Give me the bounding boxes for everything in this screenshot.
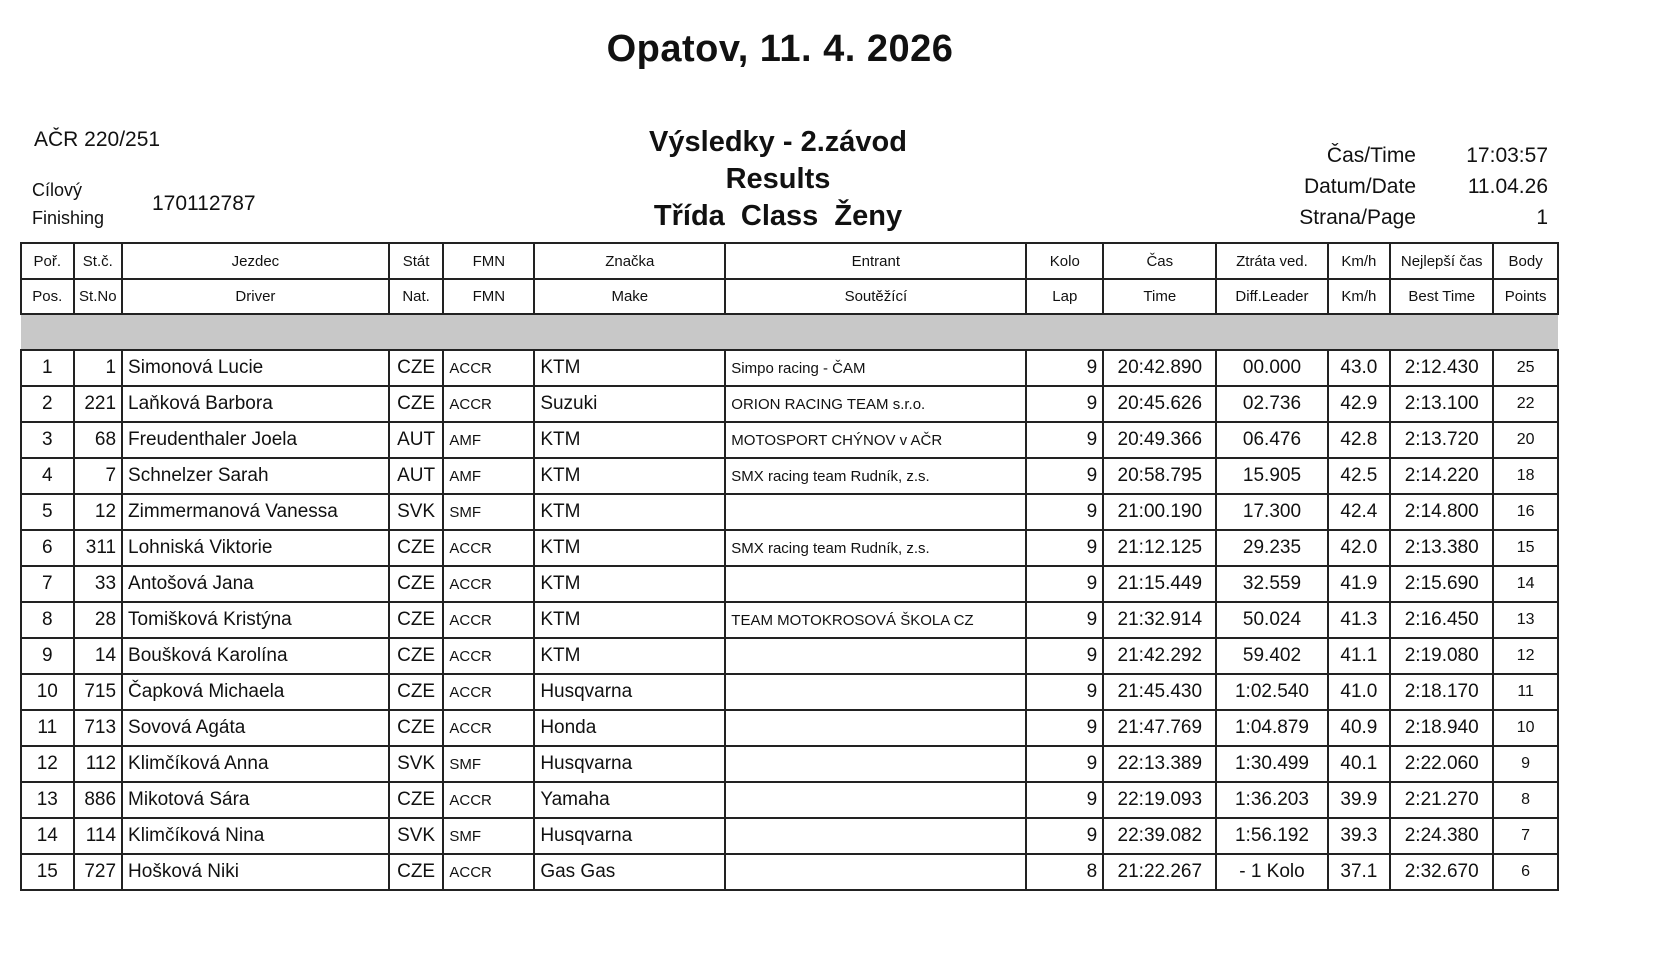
cell-entrant	[725, 854, 1026, 890]
table-row	[21, 674, 1558, 710]
cell-fmn: ACCR	[443, 782, 534, 818]
cell-time: 20:58.795	[1103, 458, 1216, 494]
cell-lap: 9	[1026, 566, 1103, 602]
cell-points: 7	[1493, 818, 1558, 854]
cell-kmh: 39.3	[1328, 818, 1391, 854]
cell-start-no: 112	[74, 746, 123, 782]
header-separator-band	[21, 314, 1558, 350]
table-row	[21, 422, 1558, 458]
cell-time: 21:12.125	[1103, 530, 1216, 566]
license-ref	[34, 128, 160, 152]
cell-entrant: ORION RACING TEAM s.r.o.	[725, 386, 1026, 422]
cell-fmn: ACCR	[443, 710, 534, 746]
col-time-en: Time	[1103, 279, 1216, 314]
cell-kmh: 39.9	[1328, 782, 1391, 818]
cell-entrant: SMX racing team Rudník, z.s.	[725, 458, 1026, 494]
cell-lap: 9	[1026, 422, 1103, 458]
cell-lap: 9	[1026, 386, 1103, 422]
cell-pos: 15	[21, 854, 74, 890]
results-heading	[578, 124, 978, 235]
cell-nat: CZE	[389, 350, 444, 386]
cell-entrant	[725, 494, 1026, 530]
cell-make: KTM	[534, 458, 725, 494]
cell-fmn: AMF	[443, 458, 534, 494]
cell-time: 21:22.267	[1103, 854, 1216, 890]
results-body	[21, 350, 1558, 890]
finish-number: 170112787	[152, 192, 256, 215]
cell-time: 22:13.389	[1103, 746, 1216, 782]
col-make-cs: Značka	[534, 243, 725, 279]
cell-lap: 9	[1026, 674, 1103, 710]
cell-time: 20:45.626	[1103, 386, 1216, 422]
table-row	[21, 854, 1558, 890]
cell-nat: CZE	[389, 566, 444, 602]
cell-lap: 9	[1026, 602, 1103, 638]
cell-driver: Boušková Karolína	[122, 638, 389, 674]
cell-pos: 4	[21, 458, 74, 494]
cell-kmh: 41.1	[1328, 638, 1391, 674]
cell-best-time: 2:13.720	[1390, 422, 1493, 458]
cell-kmh: 37.1	[1328, 854, 1391, 890]
cell-points: 9	[1493, 746, 1558, 782]
cell-start-no: 713	[74, 710, 123, 746]
cell-nat: CZE	[389, 782, 444, 818]
cell-driver: Čapková Michaela	[122, 674, 389, 710]
cell-driver: Freudenthaler Joela	[122, 422, 389, 458]
cell-diff: 32.559	[1216, 566, 1327, 602]
cell-points: 8	[1493, 782, 1558, 818]
cell-driver: Tomišková Kristýna	[122, 602, 389, 638]
cell-start-no: 1	[74, 350, 123, 386]
cell-pos: 11	[21, 710, 74, 746]
results-heading-line3: Třída Class Ženy	[653, 200, 903, 232]
col-kmh-cs: Km/h	[1328, 243, 1391, 279]
cell-nat: AUT	[389, 458, 444, 494]
cell-diff: 1:04.879	[1216, 710, 1327, 746]
cell-start-no: 12	[74, 494, 123, 530]
cell-nat: AUT	[389, 422, 444, 458]
cell-make: KTM	[534, 638, 725, 674]
cell-points: 18	[1493, 458, 1558, 494]
cell-pos: 6	[21, 530, 74, 566]
cell-make: Gas Gas	[534, 854, 725, 890]
cell-make: Husqvarna	[534, 674, 725, 710]
cell-make: KTM	[534, 494, 725, 530]
cell-best-time: 2:12.430	[1390, 350, 1493, 386]
cell-fmn: ACCR	[443, 530, 534, 566]
cell-entrant: Simpo racing - ČAM	[725, 350, 1026, 386]
cell-best-time: 2:19.080	[1390, 638, 1493, 674]
cell-fmn: ACCR	[443, 638, 534, 674]
meta-date-value: 11.04.26	[1467, 175, 1548, 198]
cell-kmh: 42.5	[1328, 458, 1391, 494]
table-row	[21, 350, 1558, 386]
cell-points: 10	[1493, 710, 1558, 746]
cell-lap: 8	[1026, 854, 1103, 890]
col-points-cs: Body	[1493, 243, 1558, 279]
cell-time: 21:47.769	[1103, 710, 1216, 746]
header-row-en	[21, 279, 1558, 314]
cell-lap: 9	[1026, 782, 1103, 818]
cell-points: 14	[1493, 566, 1558, 602]
cell-lap: 9	[1026, 818, 1103, 854]
col-diff-en: Diff.Leader	[1216, 279, 1327, 314]
cell-diff: 17.300	[1216, 494, 1327, 530]
cell-nat: CZE	[389, 710, 444, 746]
table-row	[21, 818, 1558, 854]
cell-points: 12	[1493, 638, 1558, 674]
col-nat-en: Nat.	[389, 279, 444, 314]
cell-start-no: 886	[74, 782, 123, 818]
cell-kmh: 42.8	[1328, 422, 1391, 458]
cell-diff: 29.235	[1216, 530, 1327, 566]
cell-diff: 06.476	[1216, 422, 1327, 458]
cell-nat: CZE	[389, 674, 444, 710]
cell-diff: 1:56.192	[1216, 818, 1327, 854]
results-heading-line2: Results	[725, 163, 831, 195]
cell-pos: 14	[21, 818, 74, 854]
table-row	[21, 494, 1558, 530]
cell-entrant	[725, 746, 1026, 782]
cell-driver: Sovová Agáta	[122, 710, 389, 746]
cell-make: Husqvarna	[534, 746, 725, 782]
results-table	[20, 242, 1559, 891]
cell-nat: CZE	[389, 638, 444, 674]
cell-best-time: 2:21.270	[1390, 782, 1493, 818]
cell-entrant: TEAM MOTOKROSOVÁ ŠKOLA CZ	[725, 602, 1026, 638]
cell-kmh: 41.0	[1328, 674, 1391, 710]
cell-best-time: 2:22.060	[1390, 746, 1493, 782]
cell-points: 15	[1493, 530, 1558, 566]
cell-best-time: 2:14.220	[1390, 458, 1493, 494]
cell-driver: Zimmermanová Vanessa	[122, 494, 389, 530]
cell-start-no: 727	[74, 854, 123, 890]
col-lap-cs: Kolo	[1026, 243, 1103, 279]
cell-points: 22	[1493, 386, 1558, 422]
table-row	[21, 566, 1558, 602]
cell-diff: 1:02.540	[1216, 674, 1327, 710]
cell-kmh: 41.9	[1328, 566, 1391, 602]
col-kmh-en: Km/h	[1328, 279, 1391, 314]
cell-best-time: 2:16.450	[1390, 602, 1493, 638]
cell-diff: 1:36.203	[1216, 782, 1327, 818]
cell-fmn: ACCR	[443, 602, 534, 638]
cell-entrant	[725, 782, 1026, 818]
results-heading-line1: Výsledky - 2.závod	[649, 126, 907, 158]
cell-driver: Laňková Barbora	[122, 386, 389, 422]
cell-time: 22:39.082	[1103, 818, 1216, 854]
table-row	[21, 710, 1558, 746]
cell-fmn: ACCR	[443, 854, 534, 890]
col-nat-cs: Stát	[389, 243, 444, 279]
header-row-cs	[21, 243, 1558, 279]
cell-lap: 9	[1026, 530, 1103, 566]
cell-points: 11	[1493, 674, 1558, 710]
cell-fmn: ACCR	[443, 566, 534, 602]
cell-pos: 2	[21, 386, 74, 422]
cell-entrant	[725, 638, 1026, 674]
cell-points: 6	[1493, 854, 1558, 890]
cell-best-time: 2:13.100	[1390, 386, 1493, 422]
col-best-en: Best Time	[1390, 279, 1493, 314]
cell-fmn: SMF	[443, 818, 534, 854]
cell-start-no: 33	[74, 566, 123, 602]
cell-points: 13	[1493, 602, 1558, 638]
cell-time: 21:32.914	[1103, 602, 1216, 638]
cell-driver: Mikotová Sára	[122, 782, 389, 818]
cell-time: 20:49.366	[1103, 422, 1216, 458]
meta-info	[1180, 140, 1548, 233]
col-fmn-en: FMN	[443, 279, 534, 314]
cell-entrant	[725, 566, 1026, 602]
cell-kmh: 40.1	[1328, 746, 1391, 782]
cell-fmn: SMF	[443, 494, 534, 530]
col-make-en: Make	[534, 279, 725, 314]
cell-fmn: ACCR	[443, 674, 534, 710]
col-time-cs: Čas	[1103, 243, 1216, 279]
col-driver-en: Driver	[122, 279, 389, 314]
cell-fmn: ACCR	[443, 386, 534, 422]
col-points-en: Points	[1493, 279, 1558, 314]
col-diff-cs: Ztráta ved.	[1216, 243, 1327, 279]
cell-start-no: 68	[74, 422, 123, 458]
cell-time: 22:19.093	[1103, 782, 1216, 818]
cell-driver: Hošková Niki	[122, 854, 389, 890]
cell-best-time: 2:32.670	[1390, 854, 1493, 890]
cell-nat: CZE	[389, 530, 444, 566]
col-no-en: St.No	[74, 279, 123, 314]
cell-driver: Antošová Jana	[122, 566, 389, 602]
cell-start-no: 7	[74, 458, 123, 494]
table-row	[21, 602, 1558, 638]
table-row	[21, 746, 1558, 782]
cell-pos: 12	[21, 746, 74, 782]
cell-diff: - 1 Kolo	[1216, 854, 1327, 890]
col-driver-cs: Jezdec	[122, 243, 389, 279]
cell-best-time: 2:15.690	[1390, 566, 1493, 602]
cell-kmh: 42.4	[1328, 494, 1391, 530]
meta-time-value: 17:03:57	[1466, 144, 1548, 167]
cell-make: KTM	[534, 422, 725, 458]
cell-pos: 13	[21, 782, 74, 818]
meta-time-label: Čas/Time	[1326, 144, 1416, 167]
col-fmn-cs: FMN	[443, 243, 534, 279]
cell-time: 21:42.292	[1103, 638, 1216, 674]
cell-start-no: 311	[74, 530, 123, 566]
cell-diff: 02.736	[1216, 386, 1327, 422]
cell-pos: 7	[21, 566, 74, 602]
cell-diff: 1:30.499	[1216, 746, 1327, 782]
cell-fmn: AMF	[443, 422, 534, 458]
cell-lap: 9	[1026, 458, 1103, 494]
meta-date-row	[1180, 171, 1548, 202]
cell-diff: 50.024	[1216, 602, 1327, 638]
finish-label-en: Finishing	[32, 208, 105, 228]
cell-nat: SVK	[389, 494, 444, 530]
cell-nat: SVK	[389, 818, 444, 854]
table-row	[21, 638, 1558, 674]
cell-best-time: 2:18.170	[1390, 674, 1493, 710]
cell-start-no: 221	[74, 386, 123, 422]
page-title: Opatov, 11. 4. 2026	[606, 28, 954, 70]
cell-kmh: 42.0	[1328, 530, 1391, 566]
table-row	[21, 386, 1558, 422]
cell-driver: Simonová Lucie	[122, 350, 389, 386]
cell-points: 25	[1493, 350, 1558, 386]
cell-start-no: 114	[74, 818, 123, 854]
meta-page-row	[1180, 202, 1548, 233]
cell-kmh: 43.0	[1328, 350, 1391, 386]
cell-start-no: 28	[74, 602, 123, 638]
table-row	[21, 530, 1558, 566]
cell-make: KTM	[534, 602, 725, 638]
cell-points: 16	[1493, 494, 1558, 530]
meta-time-row	[1180, 140, 1548, 171]
cell-time: 21:45.430	[1103, 674, 1216, 710]
cell-pos: 3	[21, 422, 74, 458]
cell-entrant	[725, 710, 1026, 746]
cell-fmn: SMF	[443, 746, 534, 782]
meta-page-label: Strana/Page	[1299, 206, 1416, 229]
cell-start-no: 14	[74, 638, 123, 674]
cell-make: Yamaha	[534, 782, 725, 818]
cell-kmh: 41.3	[1328, 602, 1391, 638]
cell-start-no: 715	[74, 674, 123, 710]
cell-best-time: 2:14.800	[1390, 494, 1493, 530]
cell-pos: 8	[21, 602, 74, 638]
cell-pos: 10	[21, 674, 74, 710]
cell-pos: 5	[21, 494, 74, 530]
cell-driver: Schnelzer Sarah	[122, 458, 389, 494]
meta-page-value: 1	[1536, 206, 1548, 229]
cell-kmh: 42.9	[1328, 386, 1391, 422]
cell-entrant: SMX racing team Rudník, z.s.	[725, 530, 1026, 566]
cell-lap: 9	[1026, 350, 1103, 386]
cell-make: KTM	[534, 530, 725, 566]
cell-make: Suzuki	[534, 386, 725, 422]
cell-best-time: 2:18.940	[1390, 710, 1493, 746]
cell-nat: CZE	[389, 386, 444, 422]
cell-nat: CZE	[389, 854, 444, 890]
cell-nat: CZE	[389, 602, 444, 638]
cell-make: KTM	[534, 566, 725, 602]
cell-pos: 1	[21, 350, 74, 386]
finishing-block	[32, 176, 256, 232]
license-ref-text: AČR 220/251	[34, 128, 161, 151]
cell-driver: Klimčíková Anna	[122, 746, 389, 782]
cell-points: 20	[1493, 422, 1558, 458]
cell-time: 21:00.190	[1103, 494, 1216, 530]
col-pos-en: Pos.	[21, 279, 74, 314]
cell-time: 21:15.449	[1103, 566, 1216, 602]
cell-lap: 9	[1026, 494, 1103, 530]
col-pos-cs: Poř.	[21, 243, 74, 279]
cell-lap: 9	[1026, 710, 1103, 746]
finishing-labels	[32, 176, 104, 232]
cell-entrant: MOTOSPORT CHÝNOV v AČR	[725, 422, 1026, 458]
meta-date-label: Datum/Date	[1303, 175, 1416, 198]
cell-best-time: 2:24.380	[1390, 818, 1493, 854]
table-row	[21, 782, 1558, 818]
cell-make: Honda	[534, 710, 725, 746]
col-best-cs: Nejlepší čas	[1390, 243, 1493, 279]
cell-kmh: 40.9	[1328, 710, 1391, 746]
col-entrant-cs: Entrant	[725, 243, 1026, 279]
cell-driver: Lohniská Viktorie	[122, 530, 389, 566]
cell-pos: 9	[21, 638, 74, 674]
col-entrant-en: Soutěžící	[725, 279, 1026, 314]
finish-label-cs: Cílový	[32, 180, 83, 200]
col-no-cs: St.č.	[74, 243, 123, 279]
cell-fmn: ACCR	[443, 350, 534, 386]
col-lap-en: Lap	[1026, 279, 1103, 314]
cell-make: KTM	[534, 350, 725, 386]
cell-driver: Klimčíková Nina	[122, 818, 389, 854]
cell-entrant	[725, 818, 1026, 854]
cell-lap: 9	[1026, 638, 1103, 674]
table-row	[21, 458, 1558, 494]
cell-entrant	[725, 674, 1026, 710]
cell-best-time: 2:13.380	[1390, 530, 1493, 566]
cell-diff: 59.402	[1216, 638, 1327, 674]
separator-cell	[21, 314, 1558, 350]
cell-make: Husqvarna	[534, 818, 725, 854]
cell-diff: 15.905	[1216, 458, 1327, 494]
cell-lap: 9	[1026, 746, 1103, 782]
cell-diff: 00.000	[1216, 350, 1327, 386]
cell-time: 20:42.890	[1103, 350, 1216, 386]
cell-nat: SVK	[389, 746, 444, 782]
